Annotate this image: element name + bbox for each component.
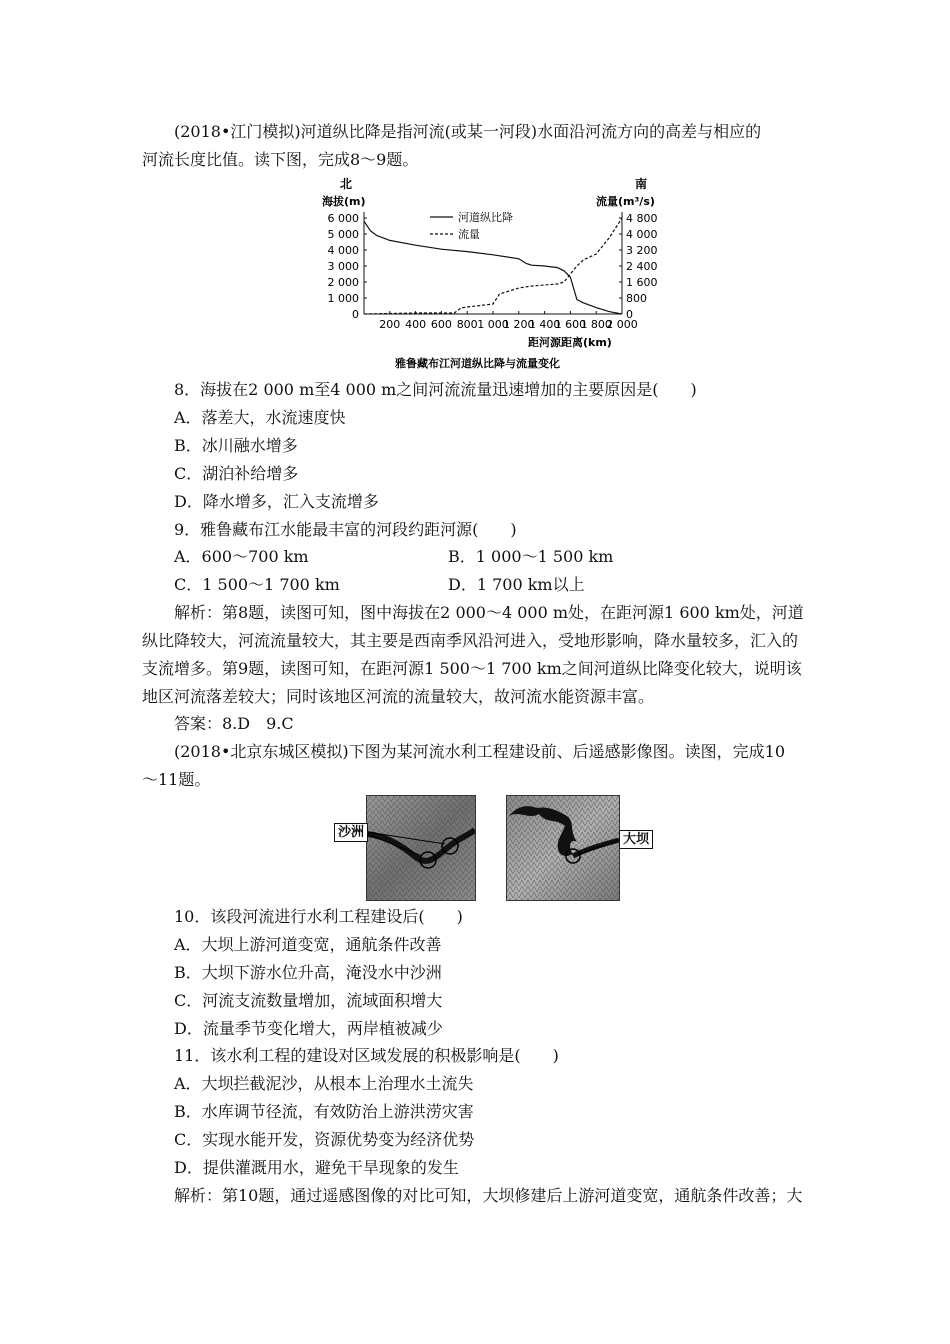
left-tick-label: 6 000	[327, 212, 359, 225]
x-tick-label: 200	[379, 318, 401, 331]
left-tick-label: 2 000	[327, 276, 359, 289]
x-tick-label: 1 000	[477, 318, 509, 331]
x-axis-title: 距河源距离(km)	[528, 336, 612, 349]
x-tick-label: 1 200	[503, 318, 535, 331]
intro-line-1: (2018•江门模拟)河道纵比降是指河流(或某一河段)水面沿河流方向的高差与相应的	[174, 122, 762, 141]
right-tick-label: 4 000	[626, 228, 658, 241]
q11-option-d: D．提供灌溉用水，避免干旱现象的发生	[174, 1158, 459, 1177]
q9-option-b: B．1 000～1 500 km	[448, 547, 614, 566]
x-tick-label: 2 000	[606, 318, 638, 331]
left-axis-title: 海拔(m)	[322, 195, 366, 208]
q11-option-a: A．大坝拦截泥沙，从根本上治理水土流失	[174, 1074, 474, 1093]
chart-legend	[430, 210, 513, 241]
left-tick-label: 1 000	[327, 292, 359, 305]
q9-option-a: A．600～700 km	[174, 547, 309, 566]
analysis1-line-2: 纵比降较大，河流流量较大，其主要是西南季风沿河进入，受地形影响，降水量较多，汇入的	[142, 631, 799, 650]
q10-option-b: B．大坝下游水位升高，淹没水中沙洲	[174, 963, 442, 982]
terrain-image-before	[367, 796, 475, 900]
left-tick-label: 4 000	[327, 244, 359, 257]
satellite-image-before	[366, 795, 476, 901]
intro-line-2: 河流长度比值。读下图，完成8～9题。	[142, 150, 419, 169]
right-tick-label: 2 400	[626, 260, 658, 273]
terrain-image-after	[507, 796, 619, 900]
series-gradient-line	[364, 221, 622, 314]
sandbar-label: 沙洲	[334, 823, 368, 842]
north-label: 北	[340, 177, 353, 191]
q8-stem: 8．海拔在2 000 m至4 000 m之间河流流量迅速增加的主要原因是( )	[174, 380, 697, 399]
right-axis-ticks	[619, 212, 658, 321]
dam-label: 大坝	[619, 830, 653, 849]
right-tick-label: 0	[626, 308, 633, 321]
q11-option-c: C．实现水能开发，资源优势变为经济优势	[174, 1130, 475, 1149]
q11-option-b: B．水库调节径流，有效防治上游洪涝灾害	[174, 1102, 474, 1121]
south-label: 南	[635, 177, 648, 191]
right-axis-title: 流量(m³/s)	[596, 195, 655, 208]
x-tick-label: 1 600	[554, 318, 587, 331]
right-tick-label: 800	[626, 292, 647, 305]
right-tick-label: 1 600	[626, 276, 658, 289]
analysis2-line-1: 解析：第10题，通过遥感图像的对比可知，大坝修建后上游河道变宽，通航条件改善；大	[174, 1186, 803, 1205]
q10-stem: 10．该段河流进行水利工程建设后( )	[174, 907, 463, 926]
q8-option-d: D．降水增多，汇入支流增多	[174, 492, 379, 511]
series-discharge-line	[364, 218, 622, 314]
left-tick-label: 5 000	[327, 228, 359, 241]
river-profile-chart	[300, 174, 660, 374]
x-tick-label: 800	[456, 318, 478, 331]
q10-option-a: A．大坝上游河道变宽，通航条件改善	[174, 935, 442, 954]
chart-caption: 雅鲁藏布江河道纵比降与流量变化	[395, 357, 560, 370]
chart-axes	[364, 212, 622, 314]
x-tick-label: 600	[430, 318, 452, 331]
answer-1: 答案：8.D 9.C	[174, 714, 294, 733]
left-tick-label: 3 000	[327, 260, 359, 273]
q9-stem: 9．雅鲁藏布江水能最丰富的河段约距河源( )	[174, 520, 517, 539]
left-tick-label: 0	[352, 308, 359, 321]
x-tick-label: 1 800	[580, 318, 612, 331]
intro2-line-2: ～11题。	[142, 770, 211, 789]
x-tick-label: 1 400	[528, 318, 561, 331]
satellite-image-after	[506, 795, 620, 901]
chart-series	[364, 218, 622, 314]
q10-option-c: C．河流支流数量增加，流域面积增大	[174, 991, 443, 1010]
legend-label-gradient: 河道纵比降	[458, 211, 513, 224]
analysis1-line-1: 解析：第8题，读图可知，图中海拔在2 000～4 000 m处，在距河源1 600 km处，河道	[174, 603, 804, 622]
left-axis-ticks	[328, 212, 368, 321]
q9-option-c: C．1 500～1 700 km	[174, 575, 340, 594]
q11-stem: 11．该水利工程的建设对区域发展的积极影响是( )	[174, 1046, 559, 1065]
intro2-line-1: (2018•北京东城区模拟)下图为某河流水利工程建设前、后遥感影像图。读图，完成10	[174, 742, 786, 761]
q8-option-b: B．冰川融水增多	[174, 436, 298, 455]
q8-option-c: C．湖泊补给增多	[174, 464, 299, 483]
analysis1-line-4: 地区河流落差较大；同时该地区河流的流量较大，故河流水能资源丰富。	[142, 687, 655, 706]
analysis1-line-3: 支流增多。第9题，读图可知，在距河源1 500～1 700 km之间河道纵比降变化较大，说明该	[142, 659, 802, 678]
legend-label-discharge: 流量	[458, 228, 480, 241]
q8-option-a: A．落差大，水流速度快	[174, 408, 346, 427]
right-tick-label: 4 800	[626, 212, 658, 225]
q9-option-d: D．1 700 km以上	[448, 575, 585, 594]
x-tick-label: 400	[405, 318, 427, 331]
q10-option-d: D．流量季节变化增大，两岸植被减少	[174, 1019, 443, 1038]
right-tick-label: 3 200	[626, 244, 658, 257]
